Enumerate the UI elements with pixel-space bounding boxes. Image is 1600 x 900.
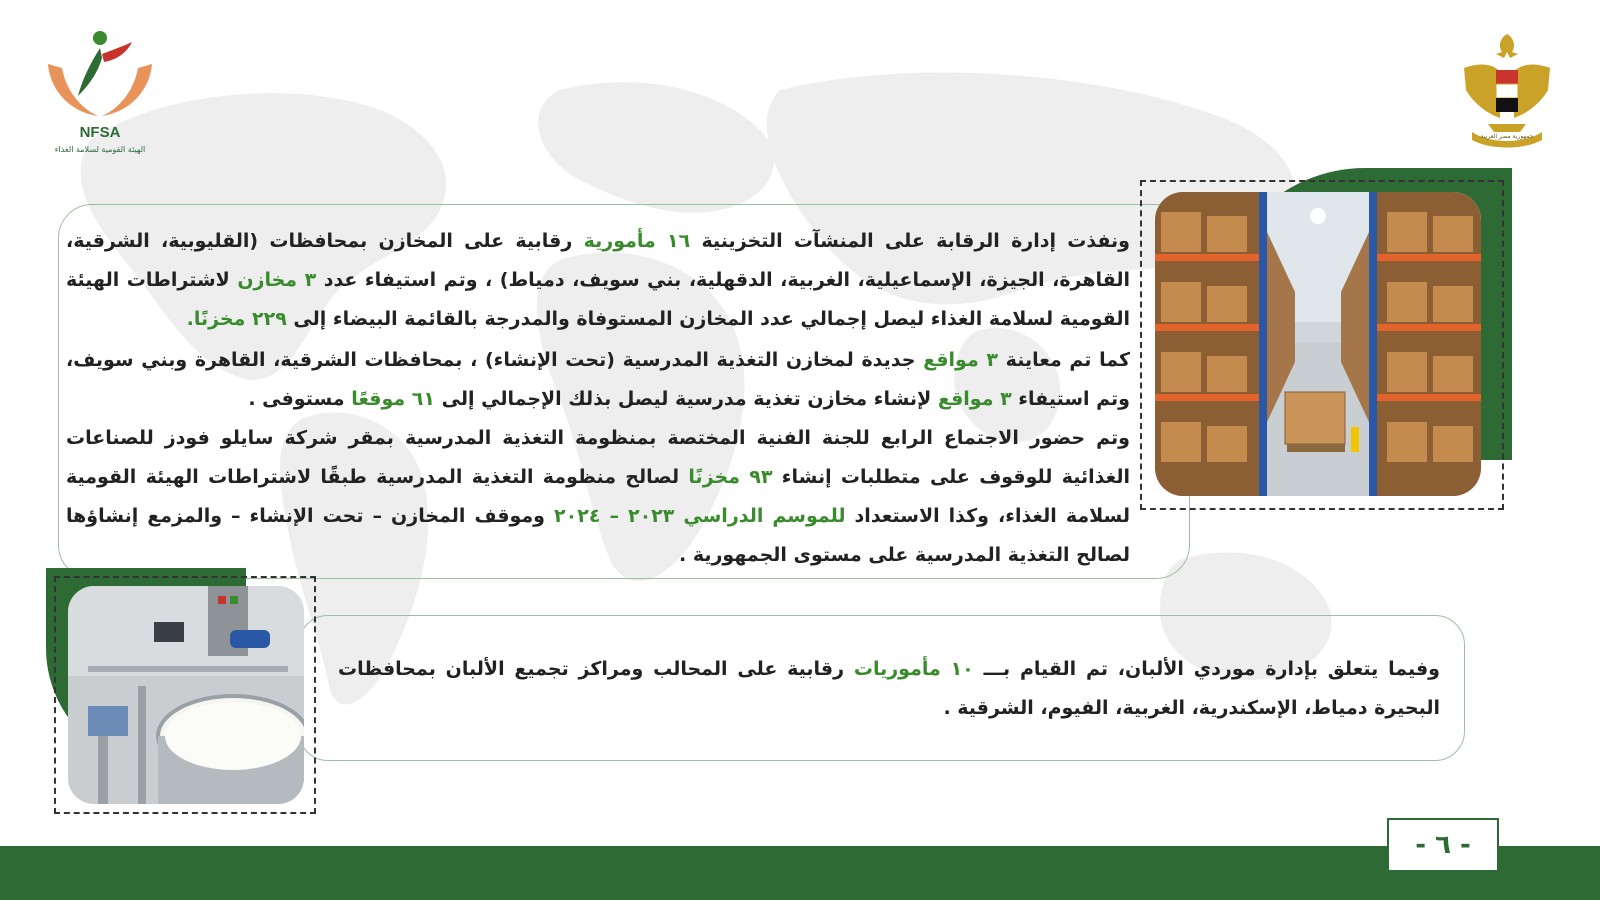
section1-paragraph-inspections: [66, 222, 1130, 339]
warehouse-photo: [1155, 192, 1481, 496]
highlighted-figure: ٦١ موقعًا: [351, 388, 435, 410]
dairy-equipment-photo: [68, 586, 304, 804]
highlighted-figure: للموسم الدراسي ٢٠٢٣ – ٢٠٢٤: [554, 505, 846, 527]
highlighted-figure: ٣ مخازن: [237, 269, 317, 291]
paragraph-text: ونفذت إدارة الرقابة على المنشآت التخزينية: [690, 230, 1130, 252]
section1-paragraph-school-sites: [66, 341, 1130, 419]
highlighted-figure: ٩٣ مخزنًا: [688, 466, 773, 488]
section1-paragraph-committee-meeting: [66, 419, 1130, 575]
paragraph-text: كما تم معاينة: [998, 349, 1130, 371]
highlighted-figure: ٣ مواقع: [937, 388, 1012, 410]
paragraph-text: جديدة لمخازن التغذية المدرسية (تحت الإنشاء) ، بمحافظات الشرقية، القاهرة وبني سويف، وتم استيفاء: [66, 349, 1130, 410]
paragraph-text: مستوفى .: [248, 388, 352, 410]
paragraph-text: رقابية على المحالب ومراكز تجميع الألبان بمحافظات البحيرة دمياط، الإسكندرية، الغربية، الفيوم، الشرقية .: [338, 658, 1440, 719]
paragraph-text: وتم حضور الاجتماع الرابع للجنة الفنية المختصة بمنظومة التغذية المدرسية بمقر شركة سايلو فودز للصناعات الغذائية للوقوف على متطلبات إنشاء: [66, 427, 1130, 488]
nfsa-emblem-icon: [40, 24, 160, 124]
highlighted-figure: ١٠ مأموريات: [853, 658, 974, 680]
egypt-eagle-emblem: [1460, 28, 1554, 152]
nfsa-logo: [40, 24, 160, 159]
paragraph-text: رقابية على المخازن بمحافظات (القليوبية، الشرقية، القاهرة، الجيزة، الإسماعيلية، الغربية، الدقهلية، بني سويف، دمياط) ، وتم استيفاء عدد: [66, 230, 1130, 291]
nfsa-logo-subtitle: الهيئة القومية لسلامة الغذاء: [54, 145, 146, 154]
highlighted-figure: ٣ مواقع: [923, 349, 999, 371]
paragraph-text: لإنشاء مخازن تغذية مدرسية ليصل بذلك الإجمالي إلى: [435, 388, 938, 410]
nfsa-logo-text: NFSA: [79, 124, 121, 141]
paragraph-text: وفيما يتعلق بإدارة موردي الألبان، تم القيام بـــ: [973, 658, 1440, 680]
page-number: - ٦ -: [1387, 818, 1499, 872]
footer-bar: [0, 846, 1600, 900]
highlighted-figure: ٢٢٩ مخزنًا.: [186, 308, 287, 330]
emblem-caption: جمهورية مصر العربية: [1480, 133, 1534, 140]
paragraph-text: لاشتراطات الهيئة القومية لسلامة الغذاء ليصل إجمالي عدد المخازن المستوفاة والمدرجة بالقائمة البيضاء إلى: [66, 269, 1130, 330]
highlighted-figure: ١٦ مأمورية: [583, 230, 691, 252]
paragraph-text: وموقف المخازن – تحت الإنشاء – والمزمع إنشاؤها لصالح التغذية المدرسية على مستوى الجمهورية .: [66, 505, 1130, 566]
paragraph-text: لصالح منظومة التغذية المدرسية طبقًا لاشتراطات الهيئة القومية لسلامة الغذاء، وكذا الاستعداد: [66, 466, 1131, 527]
section2-paragraph-dairy: [338, 650, 1440, 728]
